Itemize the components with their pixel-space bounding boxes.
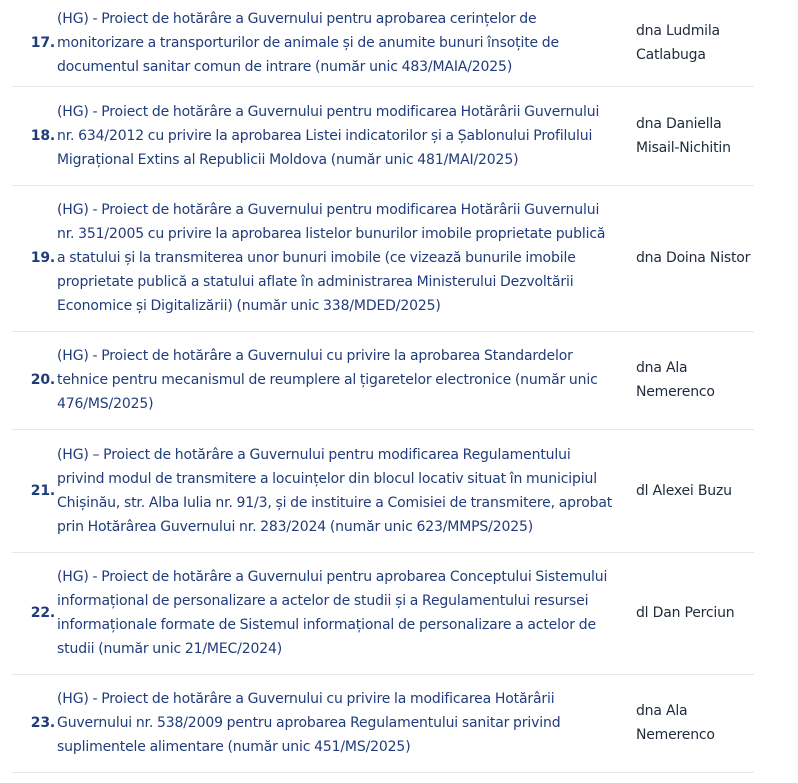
item-title[interactable] — [57, 674, 630, 772]
item-speaker: dna Doina Nistor — [630, 185, 754, 331]
agenda-table — [12, 0, 754, 773]
table-row — [12, 86, 754, 185]
table-row — [12, 331, 754, 429]
item-number: 20. — [12, 331, 57, 429]
item-title[interactable] — [57, 331, 630, 429]
item-title[interactable] — [57, 429, 630, 552]
item-title-text[interactable]: (HG) - Proiect de hotărâre a Guvernului pentru aprobarea Conceptului Sistemului informațional de personalizare a actelor de studii și a Regulamentului resursei informaționale formate de Sistemul informațional de personalizare a actelor de studii (număr unic 21/MEC/2024) — [57, 569, 608, 657]
item-speaker: dna Daniella Misail-Nichitin — [630, 86, 754, 185]
item-title-text[interactable]: (HG) - Proiect de hotărâre a Guvernului cu privire la aprobarea Standardelor tehnice pentru mecanismul de reumplere al țigaretelor electronice (număr unic 476/MS/2025) — [57, 348, 598, 412]
item-speaker: dna Ala Nemerenco — [630, 674, 754, 772]
item-title-text[interactable]: (HG) - Proiect de hotărâre a Guvernului pentru modificarea Hotărârii Guvernului nr. 351/2005 cu privire la aprobarea listelor bunurilor imobile proprietate publică a statului și la transmiterea unor bunuri imobile (ce vizează bunurile imobile proprietate publică a statului aflate în administrarea Ministerului Dezvoltării Economice și Digitalizării) (număr unic 338/MDED/2025) — [57, 202, 606, 314]
item-title-text[interactable]: (HG) - Proiect de hotărâre a Guvernului pentru aprobarea cerințelor de monitorizare a transporturilor de animale și de anumite bunuri însoțite de documentul sanitar comun de intrare (număr unic 483/MAIA/2025) — [57, 10, 560, 75]
item-number: 22. — [12, 552, 57, 674]
table-row — [12, 674, 754, 772]
item-title[interactable] — [57, 552, 630, 674]
table-row — [12, 429, 754, 552]
item-title-text[interactable]: (HG) – Proiect de hotărâre a Guvernului pentru modificarea Regulamentului privind modul de transmitere a locuințelor din blocul locativ situat în municipiul Chișinău, str. Alba Iulia nr. 91/3, și de instituire a Comisiei de transmitere, aprobat prin Hotărârea Guvernului nr. 283/2024 (număr unic 623/MMPS/2025) — [57, 446, 613, 535]
item-speaker: dl Dan Perciun — [630, 552, 754, 674]
item-speaker: dl Alexei Buzu — [630, 429, 754, 552]
item-title-text[interactable]: (HG) - Proiect de hotărâre a Guvernului cu privire la modificarea Hotărârii Guvernului nr. 538/2009 pentru aprobarea Regulamentului sanitar privind suplimentele alimentare (număr unic 451/MS/2025) — [57, 691, 561, 755]
item-number: 19. — [12, 185, 57, 331]
table-row — [12, 552, 754, 674]
item-number: 23. — [12, 674, 57, 772]
item-title[interactable] — [57, 185, 630, 331]
item-speaker: dna Ala Nemerenco — [630, 331, 754, 429]
item-title-text[interactable]: (HG) - Proiect de hotărâre a Guvernului pentru modificarea Hotărârii Guvernului nr. 634/2012 cu privire la aprobarea Listei indicatorilor și a Șablonului Profilului Migrațional Extins al Republicii Moldova (număr unic 481/MAI/2025) — [57, 103, 600, 168]
item-title[interactable] — [57, 86, 630, 185]
item-speaker: dna Ludmila Catlabuga — [630, 0, 754, 86]
item-title[interactable] — [57, 0, 630, 86]
table-row — [12, 0, 754, 86]
item-number: 21. — [12, 429, 57, 552]
table-row — [12, 185, 754, 331]
item-number: 18. — [12, 86, 57, 185]
item-number: 17. — [12, 0, 57, 86]
